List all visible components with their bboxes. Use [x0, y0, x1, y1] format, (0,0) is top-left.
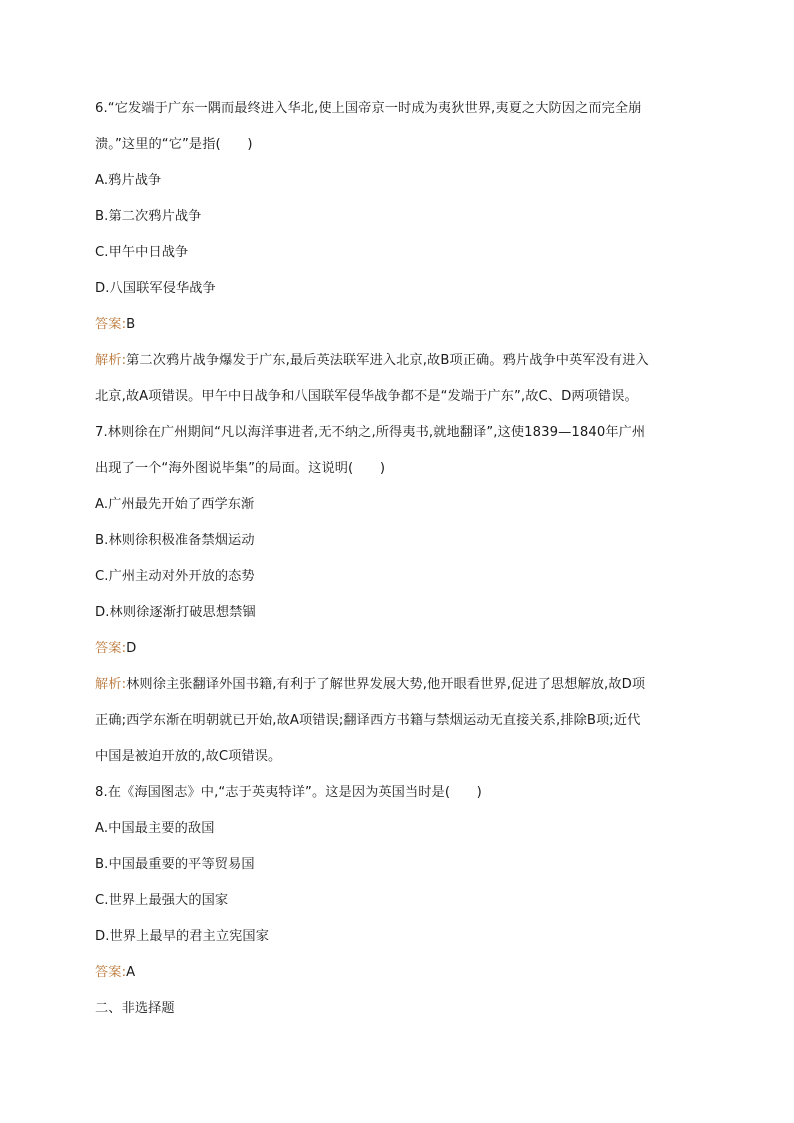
question-6	[95, 100, 700, 406]
analysis-label: 解析:	[95, 353, 127, 368]
option-a: A.中国最主要的敌国	[95, 821, 215, 836]
analysis-line	[95, 676, 700, 694]
section-heading: 二、非选择题	[95, 1001, 175, 1016]
analysis-label: 解析:	[95, 677, 127, 692]
question-stem-line: 溃。”这里的“它”是指( )	[95, 137, 253, 152]
option-b: B.林则徐积极准备禁烟运动	[95, 533, 255, 548]
option-a: A.鸦片战争	[95, 173, 162, 188]
question-stem-line: 8.在《海国图志》中,“志于英夷特详”。这是因为英国当时是( )	[95, 785, 482, 800]
answer-value: A	[126, 965, 136, 980]
question-content	[95, 100, 700, 1036]
option-a: A.广州最先开始了西学东渐	[95, 497, 255, 512]
analysis-text: 林则徐主张翻译外国书籍,有利于了解世界发展大势,他开眼看世界,促进了思想解放,故D项	[126, 677, 646, 692]
option-c: C.广州主动对外开放的态势	[95, 569, 255, 584]
option-d: D.八国联军侵华战争	[95, 281, 216, 296]
question-stem-line: 6.“它发端于广东一隅而最终进入华北,使上国帝京一时成为夷狄世界,夷夏之大防因之而完全崩	[95, 101, 642, 116]
analysis-line	[95, 352, 700, 370]
answer-value: B	[126, 317, 136, 332]
option-b: B.第二次鸦片战争	[95, 209, 202, 224]
answer-line	[95, 964, 700, 982]
analysis-text: 第二次鸦片战争爆发于广东,最后英法联军进入北京,故B项正确。鸦片战争中英军没有进入	[126, 353, 649, 368]
answer-label: 答案:	[95, 317, 127, 332]
analysis-line: 北京,故A项错误。甲午中日战争和八国联军侵华战争都不是“发端于广东”,故C、D两项错误。	[95, 389, 638, 404]
option-d: D.林则徐逐渐打破思想禁锢	[95, 605, 256, 620]
answer-label: 答案:	[95, 641, 127, 656]
answer-line	[95, 640, 700, 658]
answer-value: D	[126, 641, 137, 656]
question-7	[95, 424, 700, 766]
option-d: D.世界上最早的君主立宪国家	[95, 929, 269, 944]
analysis-line: 正确;西学东渐在明朝就已开始,故A项错误;翻译西方书籍与禁烟运动无直接关系,排除B项;近代	[95, 713, 641, 728]
question-stem-line: 出现了一个“海外图说毕集”的局面。这说明( )	[95, 461, 386, 476]
option-b: B.中国最重要的平等贸易国	[95, 857, 255, 872]
answer-label: 答案:	[95, 965, 127, 980]
option-c: C.甲午中日战争	[95, 245, 189, 260]
analysis-line: 中国是被迫开放的,故C项错误。	[95, 749, 282, 764]
option-c: C.世界上最强大的国家	[95, 893, 229, 908]
answer-line	[95, 316, 700, 334]
question-stem-line: 7.林则徐在广州期间“凡以海洋事进者,无不纳之,所得夷书,就地翻译”,这使1839—1840年广州	[95, 425, 646, 440]
question-8	[95, 784, 700, 982]
